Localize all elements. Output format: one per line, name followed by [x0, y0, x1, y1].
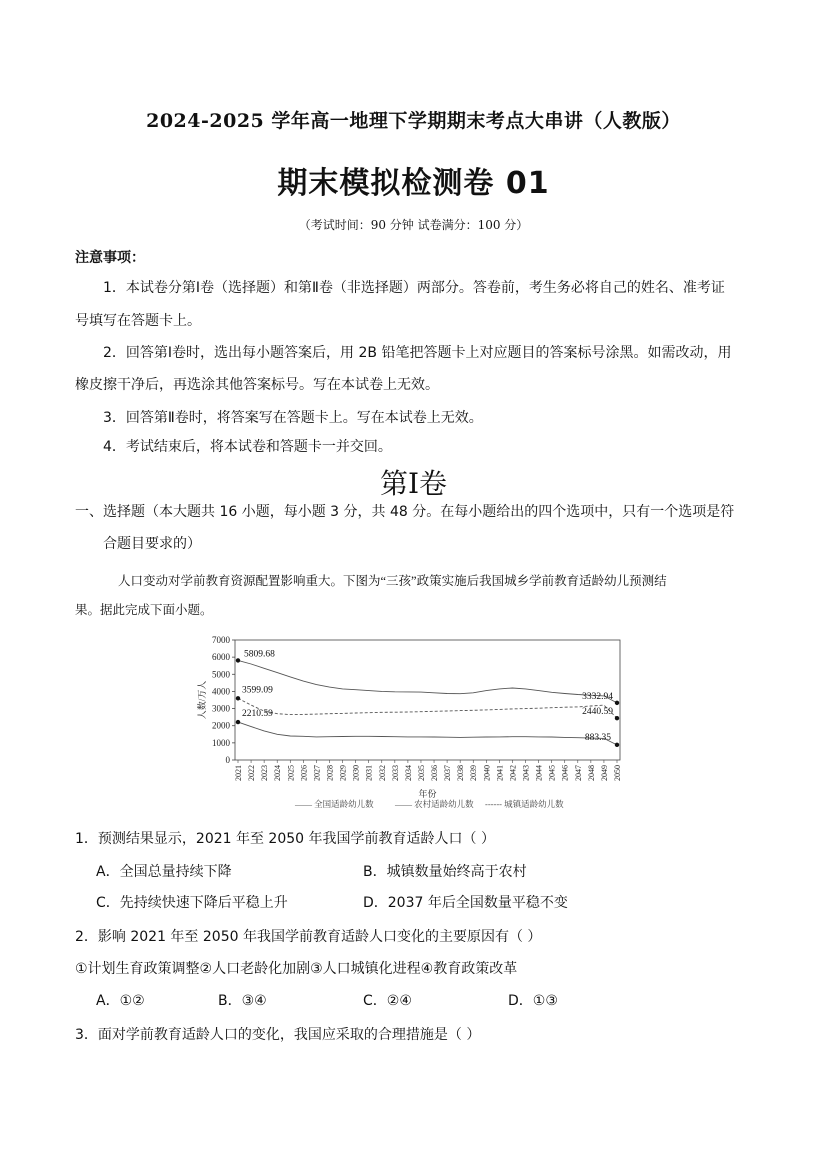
x-tick-label: 2024 [273, 765, 283, 781]
x-tick-label: 2037 [443, 765, 453, 781]
question-1-option-a: A．全国总量持续下降 [96, 864, 232, 880]
x-tick-label: 2034 [403, 765, 413, 781]
x-tick-label: 2036 [430, 765, 440, 781]
plot-frame [235, 640, 620, 760]
question-2-factors: ①计划生育政策调整②人口老龄化加剧③人口城镇化进程④教育政策改革 [75, 961, 518, 977]
intro-line-2: 果。据此完成下面小题。 [75, 603, 213, 617]
data-label: 883.35 [584, 732, 611, 743]
notice-item-4: 4．考试结束后，将本试卷和答题卡一并交回。 [103, 439, 392, 455]
notice-item-2-line-2: 橡皮擦干净后，再选涂其他答案标号。写在本试卷上无效。 [75, 377, 439, 393]
x-tick-label: 2035 [416, 765, 426, 781]
page-title: 期末模拟检测卷 01 [277, 166, 550, 201]
y-axis-label: 人数/万人 [197, 680, 207, 720]
y-tick-label: 0 [225, 755, 230, 765]
x-tick-label: 2048 [586, 765, 596, 781]
question-2-option-d: D．①③ [508, 993, 558, 1009]
data-point-national [615, 701, 619, 705]
x-tick-label: 2050 [613, 765, 622, 781]
question-2-option-c: C．②④ [363, 993, 412, 1009]
x-axis-label: 年份 [418, 789, 437, 799]
question-1-option-b: B．城镇数量始终高于农村 [363, 864, 527, 880]
x-tick-label: 2025 [286, 765, 296, 781]
series-line-national [238, 660, 617, 703]
data-point-rural [615, 743, 619, 747]
question-1-stem: 1．预测结果显示，2021 年至 2050 年我国学前教育适龄人口（ ） [75, 831, 495, 847]
notice-item-1-line-2: 号填写在答题卡上。 [75, 313, 201, 329]
question-2-option-b: B．③④ [218, 993, 267, 1009]
notice-item-3: 3．回答第Ⅱ卷时，将答案写在答题卡上。写在本试卷上无效。 [103, 410, 483, 426]
data-label: 3332.94 [582, 691, 613, 702]
x-tick-label: 2047 [573, 765, 583, 781]
x-tick-label: 2027 [312, 765, 322, 781]
x-tick-label: 2038 [456, 765, 466, 781]
y-tick-label: 1000 [212, 737, 230, 748]
notice-item-2-line-1: 2．回答第Ⅰ卷时，选出每小题答案后，用 2B 铅笔把答题卡上对应题目的答案标号涂黑。如需改动，用 [103, 345, 732, 361]
x-tick-label: 2046 [560, 765, 570, 781]
series-line-urban [238, 698, 617, 718]
x-tick-label: 2028 [325, 765, 335, 781]
data-point-national [236, 658, 240, 662]
data-point-urban [615, 716, 619, 720]
x-tick-label: 2045 [547, 765, 557, 781]
legend-item: ------ 城镇适龄幼儿数 [485, 799, 564, 809]
data-label: 5809.68 [244, 649, 275, 660]
x-tick-label: 2033 [390, 765, 400, 781]
series-title: 2024-2025 学年高一地理下学期期末考点大串讲（人教版） [146, 110, 681, 132]
y-tick-label: 2000 [212, 720, 230, 731]
intro-line-1: 人口变动对学前教育资源配置影响重大。下图为“三孩”政策实施后我国城乡学前教育适龄幼儿预测结 [118, 574, 667, 588]
y-tick-label: 5000 [212, 669, 230, 680]
notice-item-1-line-1: 1．本试卷分第Ⅰ卷（选择题）和第Ⅱ卷（非选择题）两部分。答卷前，考生务必将自己的姓名、准考证 [103, 280, 725, 296]
x-tick-label: 2032 [377, 765, 387, 781]
section-instructions-line-2: 合题目要求的） [103, 536, 201, 552]
x-tick-label: 2042 [508, 765, 518, 781]
x-tick-label: 2041 [495, 765, 505, 781]
x-tick-label: 2030 [351, 765, 361, 781]
question-2-option-a: A．①② [96, 993, 145, 1009]
section-instructions-line-1: 一、选择题（本大题共 16 小题，每小题 3 分，共 48 分。在每小题给出的四个选项中，只有一个选项是符 [75, 504, 735, 520]
data-label: 3599.09 [242, 685, 273, 696]
data-point-rural [236, 720, 240, 724]
data-label: 2440.59 [582, 707, 613, 718]
exam-info: （考试时间：90 分钟 试卷满分：100 分） [298, 218, 529, 232]
legend-item: —— 全国适龄幼儿数 [295, 799, 374, 809]
x-tick-label: 2039 [469, 765, 479, 781]
question-1-option-c: C．先持续快速下降后平稳上升 [96, 895, 288, 911]
x-tick-label: 2029 [338, 765, 348, 781]
x-tick-label: 2021 [234, 765, 243, 781]
y-tick-label: 4000 [212, 686, 230, 697]
section-title: 第Ⅰ卷 [379, 469, 448, 500]
data-label: 2210.59 [242, 709, 273, 720]
legend-item: —— 农村适龄幼儿数 [395, 799, 474, 809]
x-tick-label: 2022 [247, 765, 257, 781]
question-2-stem: 2．影响 2021 年至 2050 年我国学前教育适龄人口变化的主要原因有（ ） [75, 929, 542, 945]
population-line-chart [195, 630, 635, 815]
question-1-option-d: D．2037 年后全国数量平稳不变 [363, 895, 568, 911]
question-3-stem: 3．面对学前教育适龄人口的变化，我国应采取的合理措施是（ ） [75, 1027, 481, 1043]
x-tick-label: 2049 [599, 765, 609, 781]
y-tick-label: 6000 [212, 652, 230, 663]
x-tick-label: 2026 [299, 765, 309, 781]
y-tick-label: 7000 [212, 635, 230, 645]
series-line-rural [238, 722, 617, 745]
x-tick-label: 2031 [364, 765, 374, 781]
x-tick-label: 2023 [260, 765, 270, 781]
x-tick-label: 2044 [534, 765, 544, 781]
notice-heading: 注意事项： [75, 250, 145, 266]
x-tick-label: 2040 [482, 765, 492, 781]
data-point-urban [236, 696, 240, 700]
x-tick-label: 2043 [521, 765, 531, 781]
y-tick-label: 3000 [212, 703, 230, 714]
